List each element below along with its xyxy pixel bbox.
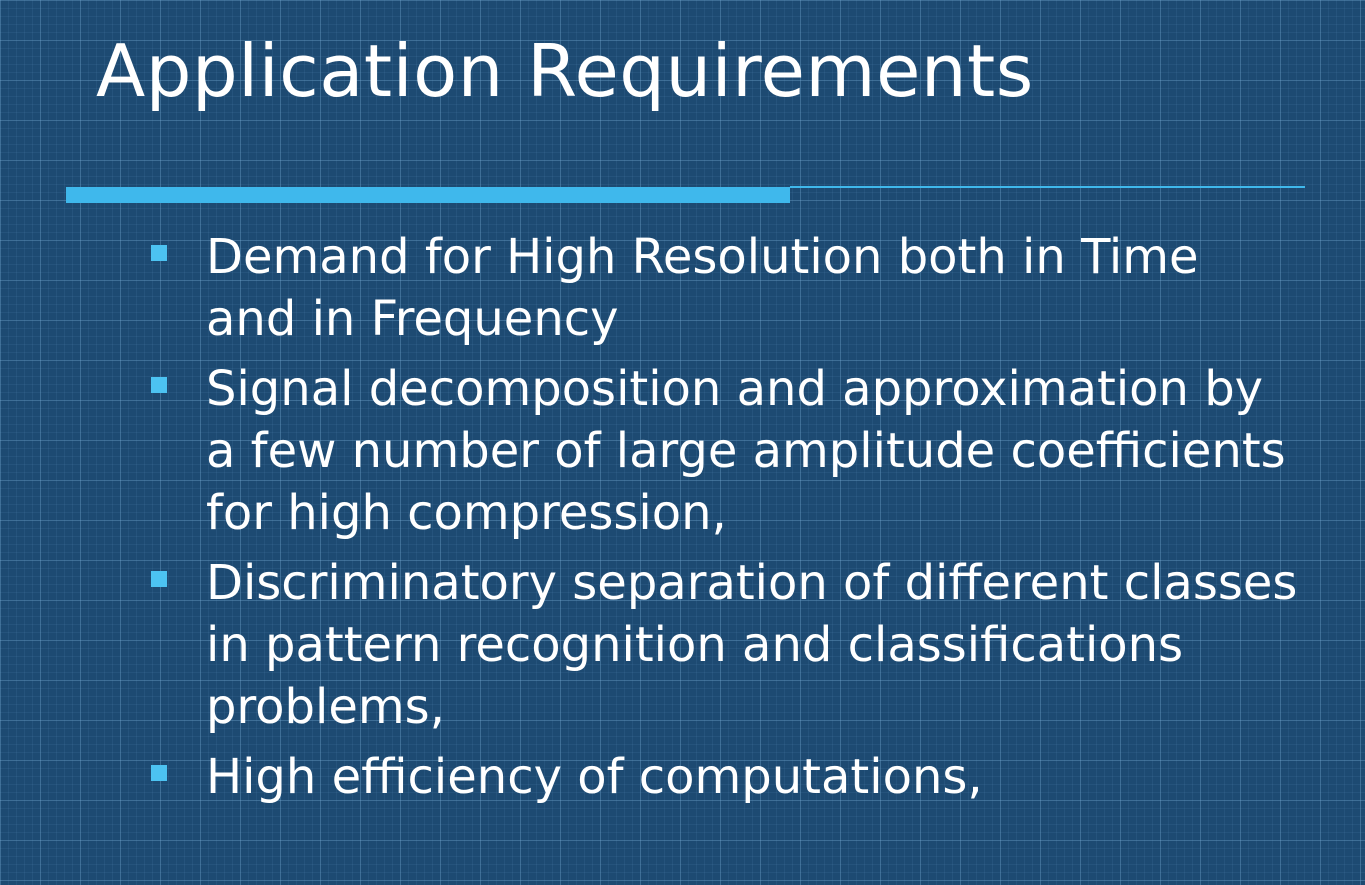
slide-title: Application Requirements	[96, 29, 1034, 113]
bullet-text: Signal decomposition and approximation by a few number of large amplitude coefficients for high compression,	[206, 361, 1286, 541]
title-underline-thin	[790, 186, 1305, 188]
bullet-text: High efficiency of computations,	[206, 749, 983, 805]
bullet-text: Demand for High Resolution both in Time and in Frequency	[206, 229, 1199, 347]
square-bullet-icon	[151, 765, 167, 781]
title-underline-thick	[66, 187, 790, 203]
bullet-text: Discriminatory separation of different classes in pattern recognition and classifications problems,	[206, 555, 1298, 735]
bullet-item	[148, 746, 1298, 808]
bullet-item	[148, 552, 1298, 738]
square-bullet-icon	[151, 245, 167, 261]
bullet-item	[148, 358, 1298, 544]
square-bullet-icon	[151, 377, 167, 393]
square-bullet-icon	[151, 571, 167, 587]
bullet-list	[148, 226, 1298, 816]
bullet-item	[148, 226, 1298, 350]
